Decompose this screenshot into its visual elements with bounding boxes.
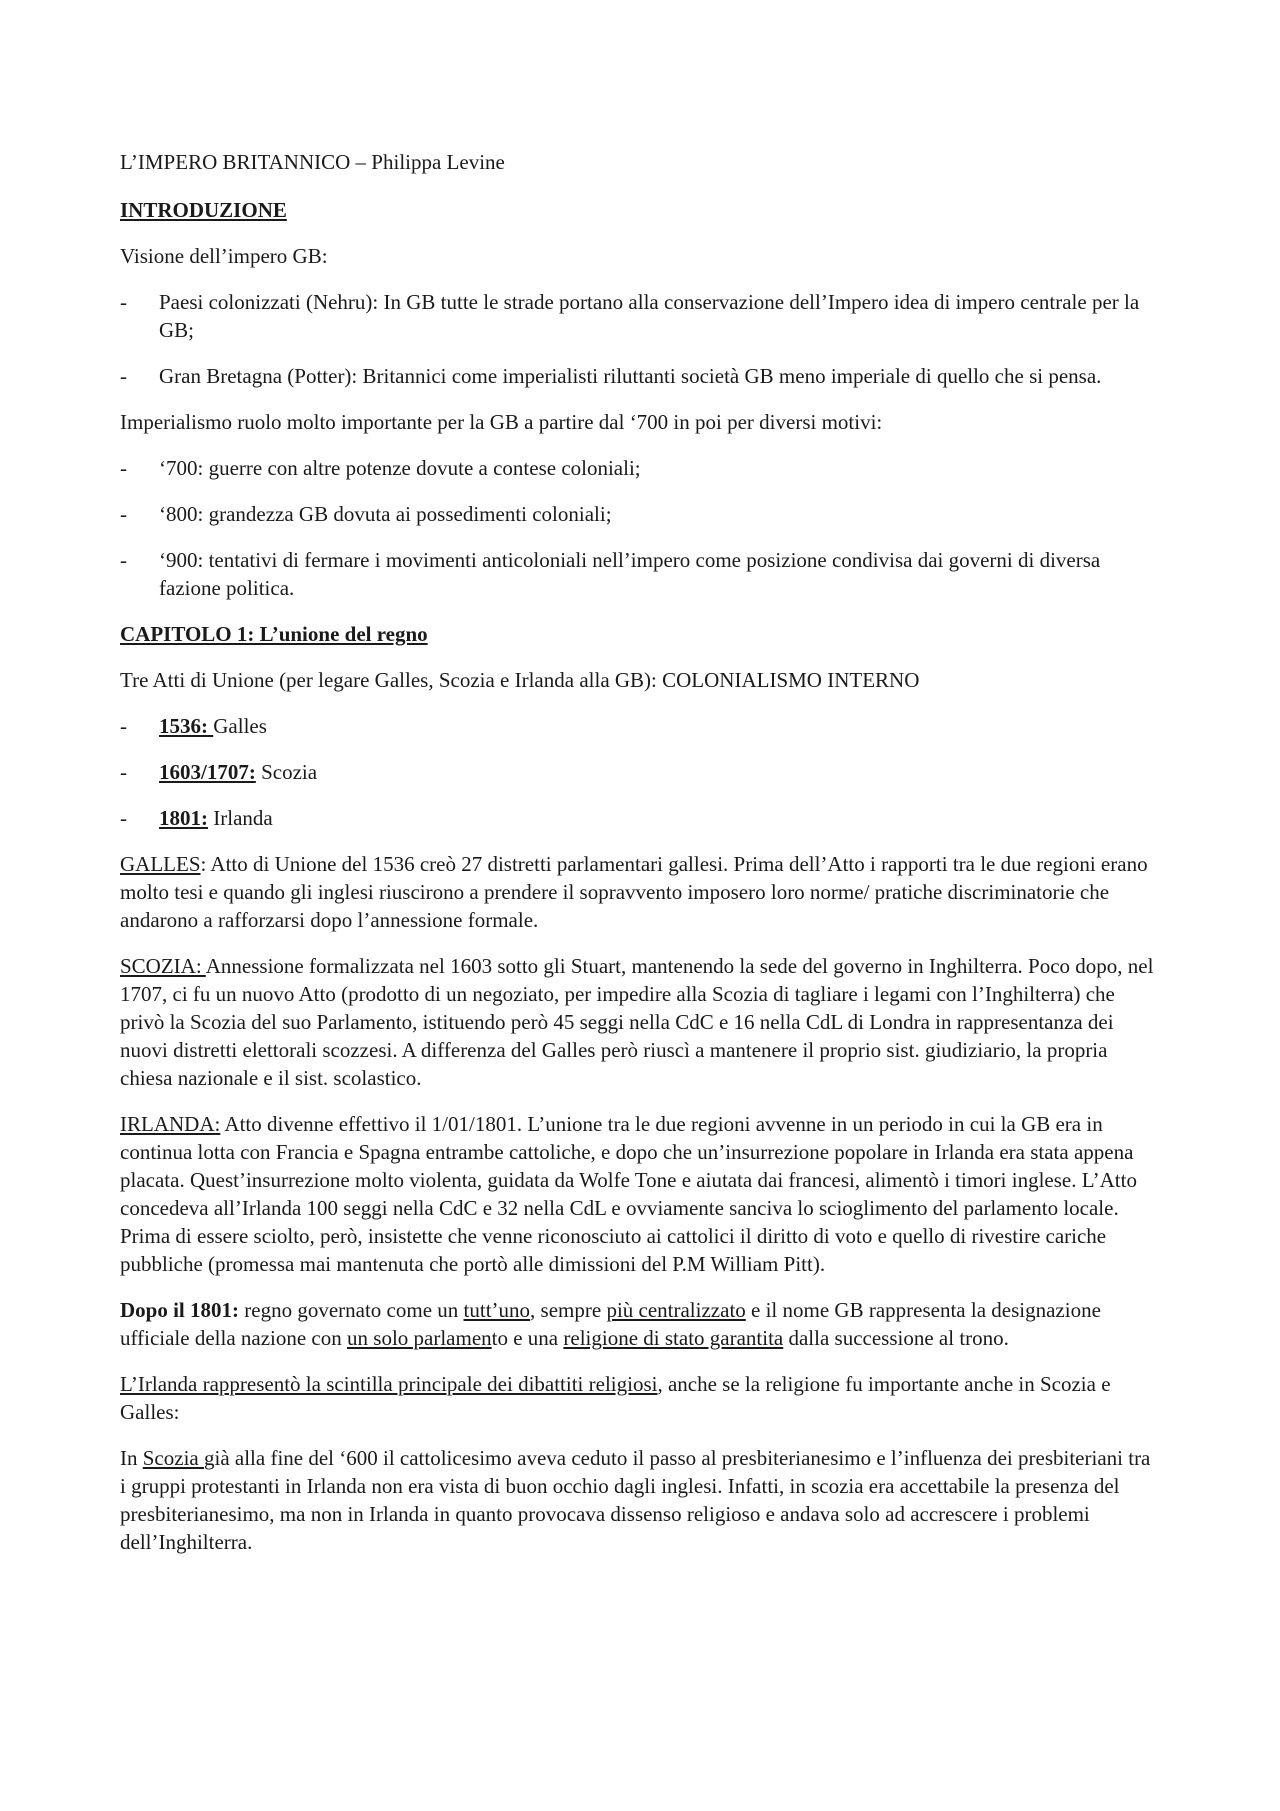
irlanda-label: IRLANDA: bbox=[120, 1112, 221, 1136]
acts-list bbox=[120, 712, 1160, 832]
act-year: 1603/1707: bbox=[159, 760, 256, 784]
scozia-paragraph: SCOZIA: Annessione formalizzata nel 1603 sotto gli Stuart, mantenendo la sede del governo in Inghilterra. Poco dopo, nel 1707, ci fu un nuovo Atto (prodotto di un negoziato, per impedire alla Scozia di tagliare i legami con l’Inghilterra) che privò la Scozia del suo Parlamento, istituendo però 45 seggi nella CdC e 16 nella CdL di Londra in rappresentanza dei nuovi distretti elettorali scozzesi. A differenza del Galles però riuscì a mantenere il proprio sist. giudiziario, la propria chiesa nazionale e il sist. scolastico. bbox=[120, 954, 1154, 1090]
list-item bbox=[120, 804, 1160, 832]
dash-bullet: - bbox=[120, 548, 127, 572]
act-year: 1536: bbox=[159, 714, 214, 738]
act-place: Scozia bbox=[255, 760, 318, 784]
galles-paragraph: GALLES: Atto di Unione del 1536 creò 27 distretti parlamentari gallesi. Prima dell’Atto i rapporti tra le due regioni erano molto tesi e quando gli inglesi riuscirono a prendere il sopravvento imposero loro norme/ pratiche discriminatorie che andarono a rafforzarsi dopo l’annessione formale. bbox=[120, 852, 1148, 932]
dash-bullet: - bbox=[120, 714, 127, 738]
dash-bullet: - bbox=[120, 364, 127, 388]
after-1801-label: Dopo il 1801: bbox=[120, 1298, 240, 1322]
act-year: 1801: bbox=[159, 806, 208, 830]
chapter-1-heading: CAPITOLO 1: L’unione del regno bbox=[120, 622, 428, 646]
views-list bbox=[120, 288, 1160, 390]
after-1801-paragraph: Dopo il 1801: regno governato come un tutt’uno, sempre più centralizzato e il nome GB rappresenta la designazione ufficiale della nazione con un solo parlamento e una religione di stato garantita dalla successione al trono. bbox=[120, 1298, 1101, 1350]
scozia-label: SCOZIA: bbox=[120, 954, 206, 978]
dash-bullet: - bbox=[120, 456, 127, 480]
list-item bbox=[120, 758, 1160, 786]
dash-bullet: - bbox=[120, 290, 127, 314]
acts-lead: Tre Atti di Unione (per legare Galles, Scozia e Irlanda alla GB): COLONIALISMO INTERNO bbox=[120, 668, 920, 692]
irlanda-paragraph: IRLANDA: Atto divenne effettivo il 1/01/1801. L’unione tra le due regioni avvenne in un periodo in cui la GB era in continua lotta con Francia e Spagna entrambe cattoliche, e dopo che un’insurrezione popolare in Irlanda era stata appena placata. Quest’insurrezione molto violenta, guidata da Wolfe Tone e aiutata dai francesi, alimentò i timori inglese. L’Atto concedeva all’Irlanda 100 seggi nella CdC e 32 nella CdL e ovviamente sanciva lo scioglimento del parlamento locale. Prima di essere sciolto, però, insistette che venne riconosciuto ai cattolici il diritto di voto e quello di rivestire cariche pubbliche (promessa mai mantenuta che portò alle dimissioni del P.M William Pitt). bbox=[120, 1112, 1137, 1276]
dash-bullet: - bbox=[120, 760, 127, 784]
act-place: Irlanda bbox=[208, 806, 273, 830]
galles-label: GALLES bbox=[120, 852, 201, 876]
list-item: - Paesi colonizzati (Nehru): In GB tutte le strade portano alla conservazione dell’Impero idea di impero centrale per la GB; bbox=[120, 290, 1140, 342]
scotland-religion-paragraph: In Scozia già alla fine del ‘600 il cattolicesimo aveva ceduto il passo al presbiterianesimo e l’influenza dei presbiteriani tra i gruppi protestanti in Irlanda non era vista di buon occhio dagli inglesi. Infatti, in scozia era accettabile la presenza del presbiterianesimo, ma non in Irlanda in quanto provocava dissenso religioso e andava solo ad accrescere i problemi dell’Inghilterra. bbox=[120, 1446, 1151, 1554]
document-title: L’IMPERO BRITANNICO – Philippa Levine bbox=[120, 150, 505, 174]
dash-bullet: - bbox=[120, 502, 127, 526]
intro-lead: Visione dell’impero GB: bbox=[120, 244, 328, 268]
document-body bbox=[120, 148, 1160, 1574]
introduction-heading: INTRODUZIONE bbox=[120, 198, 287, 222]
list-item: - Gran Bretagna (Potter): Britannici come imperialisti riluttanti società GB meno imperiale di quello che si pensa. bbox=[120, 364, 1102, 388]
reasons-list bbox=[120, 454, 1160, 602]
dash-bullet: - bbox=[120, 806, 127, 830]
act-place: Galles bbox=[213, 714, 267, 738]
list-item: - ‘800: grandezza GB dovuta ai possedimenti coloniali; bbox=[120, 502, 612, 526]
ireland-religion-paragraph: L’Irlanda rappresentò la scintilla principale dei dibattiti religiosi, anche se la religione fu importante anche in Scozia e Galles: bbox=[120, 1372, 1111, 1424]
list-item: - ‘700: guerre con altre potenze dovute a contese coloniali; bbox=[120, 456, 641, 480]
list-item: - ‘900: tentativi di fermare i movimenti anticoloniali nell’impero come posizione condivisa dai governi di diversa fazione politica. bbox=[120, 548, 1101, 600]
list-item bbox=[120, 712, 1160, 740]
imperialism-paragraph: Imperialismo ruolo molto importante per la GB a partire dal ‘700 in poi per diversi motivi: bbox=[120, 410, 883, 434]
